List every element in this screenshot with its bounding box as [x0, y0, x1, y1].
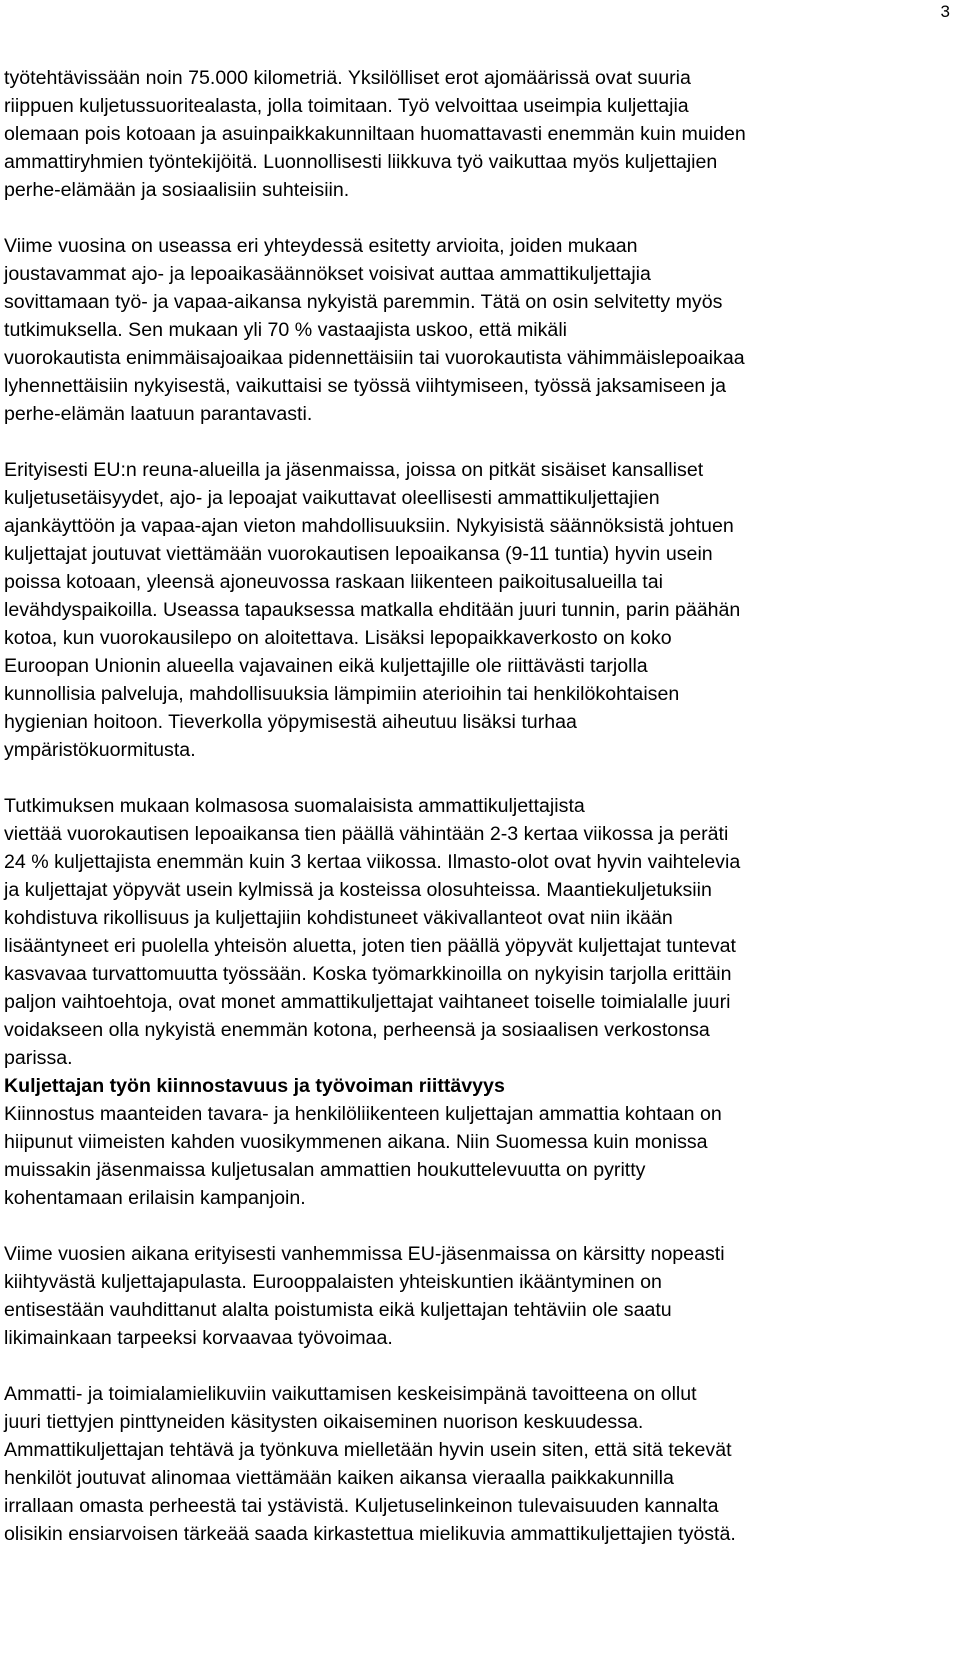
- text-line: olisikin ensiarvoisen tärkeää saada kirkastettua mielikuvia ammattikuljettajien työstä.: [4, 1523, 736, 1545]
- text-line: perhe-elämän laatuun parantavasti.: [4, 403, 313, 425]
- text-line: Euroopan Unionin alueella vajavainen eikä kuljettajille ole riittävästi tarjolla: [4, 655, 648, 677]
- text-line: ympäristökuormitusta.: [4, 739, 196, 761]
- document-body: [4, 64, 940, 1576]
- text-line: sovittamaan työ- ja vapaa-aikansa nykyistä paremmin. Tätä on osin selvitetty myös: [4, 291, 723, 313]
- text-line: 24 % kuljettajista enemmän kuin 3 kertaa viikossa. Ilmasto-olot ovat hyvin vaihtelevia: [4, 851, 741, 873]
- text-line: voidakseen olla nykyistä enemmän kotona, perheensä ja sosiaalisen verkostonsa: [4, 1019, 710, 1041]
- text-line: kohentamaan erilaisin kampanjoin.: [4, 1187, 306, 1209]
- text-line: ammattiryhmien työntekijöitä. Luonnollisesti liikkuva työ vaikuttaa myös kuljettajien: [4, 151, 718, 173]
- paragraph: [4, 1100, 940, 1212]
- paragraph: [4, 792, 940, 1072]
- paragraph: [4, 232, 940, 428]
- paragraph: [4, 1240, 940, 1352]
- text-line: vuorokautista enimmäisajoaikaa pidennettäisiin tai vuorokautista vähimmäislepoaikaa: [4, 347, 745, 369]
- text-line: kunnollisia palveluja, mahdollisuuksia lämpimiin aterioihin tai henkilökohtaisen: [4, 683, 680, 705]
- text-line: muissakin jäsenmaissa kuljetusalan ammattien houkuttelevuutta on pyritty: [4, 1159, 646, 1181]
- text-line: tutkimuksella. Sen mukaan yli 70 % vastaajista uskoo, että mikäli: [4, 319, 568, 341]
- text-line: paljon vaihtoehtoja, ovat monet ammattikuljettajat vaihtaneet toiselle toimialalle juuri: [4, 991, 731, 1013]
- text-line: työtehtävissään noin 75.000 kilometriä. Yksilölliset erot ajomäärissä ovat suuria: [4, 67, 691, 89]
- text-line: levähdyspaikoilla. Useassa tapauksessa matkalla ehditään juuri tunnin, parin päähän: [4, 599, 741, 621]
- text-line: kuljetusetäisyydet, ajo- ja lepoajat vaikuttavat oleellisesti ammattikuljettajien: [4, 487, 660, 509]
- text-line: lyhennettäisiin nykyisestä, vaikuttaisi se työssä viihtymiseen, työssä jaksamiseen ja: [4, 375, 727, 397]
- text-line: juuri tiettyjen pinttyneiden käsitysten oikaiseminen nuorison keskuudessa.: [4, 1411, 644, 1433]
- text-line: riippuen kuljetussuoritealasta, jolla toimitaan. Työ velvoittaa useimpia kuljettajia: [4, 95, 689, 117]
- section-heading: Kuljettajan työn kiinnostavuus ja työvoiman riittävyys: [4, 1075, 505, 1097]
- text-line: poissa kotoaan, yleensä ajoneuvossa raskaan liikenteen paikoitusalueilla tai: [4, 571, 663, 593]
- text-line: perhe-elämään ja sosiaalisiin suhteisiin.: [4, 179, 350, 201]
- text-line: joustavammat ajo- ja lepoaikasäännökset voisivat auttaa ammattikuljettajia: [4, 263, 651, 285]
- text-line: parissa.: [4, 1047, 73, 1069]
- text-line: ja kuljettajat yöpyvät usein kylmissä ja kosteissa olosuhteissa. Maantiekuljetuksiin: [4, 879, 712, 901]
- text-line: Ammattikuljettajan tehtävä ja työnkuva mielletään hyvin usein siten, että sitä tekevät: [4, 1439, 732, 1461]
- text-line: Ammatti- ja toimialamielikuviin vaikuttamisen keskeisimpänä tavoitteena on ollut: [4, 1383, 697, 1405]
- text-line: likimainkaan tarpeeksi korvaavaa työvoimaa.: [4, 1327, 393, 1349]
- text-line: kotoa, kun vuorokausilepo on aloitettava. Lisäksi lepopaikkaverkosto on koko: [4, 627, 672, 649]
- text-line: henkilöt joutuvat alinomaa viettämään kaiken aikansa vieraalla paikkakunnilla: [4, 1467, 674, 1489]
- text-line: Viime vuosien aikana erityisesti vanhemmissa EU-jäsenmaissa on kärsitty nopeasti: [4, 1243, 725, 1265]
- text-line: irrallaan omasta perheestä tai ystävistä. Kuljetuselinkeinon tulevaisuuden kannalta: [4, 1495, 719, 1517]
- paragraph: [4, 456, 940, 764]
- paragraph: [4, 64, 940, 204]
- text-line: Tutkimuksen mukaan kolmasosa suomalaisista ammattikuljettajista: [4, 795, 585, 817]
- text-line: Viime vuosina on useassa eri yhteydessä esitetty arvioita, joiden mukaan: [4, 235, 638, 257]
- text-line: hygienian hoitoon. Tieverkolla yöpymisestä aiheutuu lisäksi turhaa: [4, 711, 577, 733]
- text-line: kasvavaa turvattomuutta työssään. Koska työmarkkinoilla on nykyisin tarjolla erittäin: [4, 963, 732, 985]
- text-line: kuljettajat joutuvat viettämään vuorokautisen lepoaikansa (9-11 tuntia) hyvin usein: [4, 543, 713, 565]
- text-line: Kiinnostus maanteiden tavara- ja henkilöliikenteen kuljettajan ammattia kohtaan on: [4, 1103, 722, 1125]
- text-line: entisestään vauhdittanut alalta poistumista eikä kuljettajan tehtäviin ole saatu: [4, 1299, 672, 1321]
- text-line: viettää vuorokautisen lepoaikansa tien päällä vähintään 2-3 kertaa viikossa ja peräti: [4, 823, 729, 845]
- text-line: hiipunut viimeisten kahden vuosikymmenen aikana. Niin Suomessa kuin monissa: [4, 1131, 708, 1153]
- text-line: Erityisesti EU:n reuna-alueilla ja jäsenmaissa, joissa on pitkät sisäiset kansalliset: [4, 459, 704, 481]
- page-number: 3: [940, 2, 950, 21]
- paragraph: [4, 1380, 940, 1548]
- text-line: kiihtyvästä kuljettajapulasta. Eurooppalaisten yhteiskuntien ikääntyminen on: [4, 1271, 662, 1293]
- text-line: ajankäyttöön ja vapaa-ajan vieton mahdollisuuksiin. Nykyisistä säännöksistä johtuen: [4, 515, 734, 537]
- text-line: kohdistuva rikollisuus ja kuljettajiin kohdistuneet väkivallanteot ovat niin ikään: [4, 907, 673, 929]
- text-line: olemaan pois kotoaan ja asuinpaikkakunniltaan huomattavasti enemmän kuin muiden: [4, 123, 746, 145]
- text-line: lisääntyneet eri puolella yhteisön aluetta, joten tien päällä yöpyvät kuljettajat tuntevat: [4, 935, 736, 957]
